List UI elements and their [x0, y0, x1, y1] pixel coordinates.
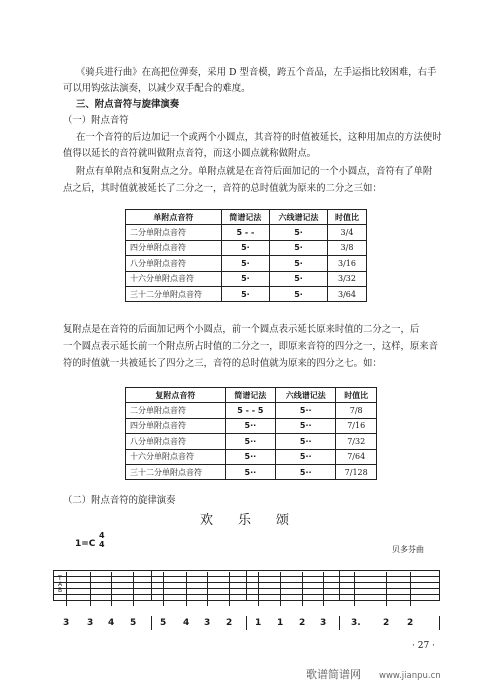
para4-line3: 符的时值就一共被延长了四分之三，音符的总时值就为原来的四分之七。如：: [63, 358, 382, 369]
table-row: [126, 271, 367, 286]
table-cell: 3/8: [327, 240, 366, 255]
table-cell: 5··: [225, 434, 275, 449]
table-cell: 5··: [276, 464, 336, 479]
table-row: [126, 449, 377, 464]
jianpu-bar-line: [246, 616, 247, 630]
table-header: 时值比: [327, 210, 366, 225]
table-cell: 5·: [221, 240, 269, 255]
note-stem: [302, 572, 303, 606]
table-cell: 5··: [276, 418, 336, 433]
table-cell: 二分单附点音符: [126, 403, 226, 418]
table-cell: 3/4: [327, 225, 366, 240]
single-dot-table: [125, 209, 367, 302]
para2-line1: 在一个音符的后边加记一个或两个小圆点，其音符的时值被延长，这种用加点的方法使时: [76, 132, 442, 143]
jianpu-note: 2: [226, 618, 233, 628]
jianpu-note: 3: [63, 618, 70, 628]
table-cell: 二分单附点音符: [126, 225, 222, 240]
table-header-row: [126, 210, 367, 225]
subsection-heading-1: （一）附点音符: [63, 115, 129, 126]
table-cell: 5 - - 5: [225, 403, 275, 418]
table-row: [126, 256, 367, 271]
table-row: [126, 418, 377, 433]
note-stem: [66, 572, 67, 606]
table-cell: 十六分单附点音符: [126, 449, 226, 464]
jianpu-note: 2: [299, 618, 306, 628]
time-signature: [99, 531, 105, 549]
jianpu-note: 1: [255, 618, 262, 628]
table-cell: 5·: [270, 225, 328, 240]
note-stem: [280, 572, 281, 606]
jianpu-note: 5: [160, 618, 167, 628]
table-cell: 5·: [270, 256, 328, 271]
bar-line: [339, 570, 340, 601]
time-signature-top: 4: [99, 531, 105, 540]
para3-line1: 附点有单附点和复附点之分。单附点就是在音符后面加记的一个小圆点，音符有了单附: [76, 166, 433, 177]
table-cell: 5·: [270, 240, 328, 255]
table-row: [126, 225, 367, 240]
table-cell: 5·: [270, 271, 328, 286]
watermark-url: www.jianpu.cn: [379, 671, 441, 681]
jianpu-bar-line: [339, 616, 340, 630]
table-header: 复附点音符: [126, 388, 226, 403]
table-header: 简谱记法: [221, 210, 269, 225]
table-header: 六线谱记法: [270, 210, 328, 225]
jianpu-note: 3: [87, 618, 94, 628]
double-dot-table: [125, 387, 377, 480]
table-cell: 7/16: [336, 418, 377, 433]
note-stem: [90, 572, 91, 606]
note-stem: [133, 572, 134, 606]
table-cell: 5··: [225, 418, 275, 433]
key-signature: 1=C: [75, 539, 96, 549]
note-stem: [163, 572, 164, 606]
jianpu-note: 4: [183, 618, 190, 628]
table-cell: 7/8: [336, 403, 377, 418]
table-row: [126, 286, 367, 301]
note-stem: [207, 572, 208, 606]
jianpu-note: 3: [204, 618, 211, 628]
table-cell: 八分单附点音符: [126, 434, 226, 449]
jianpu-note: 3.: [351, 618, 361, 628]
table-cell: 四分单附点音符: [126, 240, 222, 255]
note-stem: [410, 572, 411, 606]
note-stem: [386, 572, 387, 606]
watermark-text: 歌谱简谱网: [306, 668, 361, 681]
table-header-row: [126, 388, 377, 403]
jianpu-note: 2: [383, 618, 390, 628]
table-row: [126, 464, 377, 479]
tab-letter-a: A: [58, 581, 63, 588]
note-stem: [186, 572, 187, 606]
bar-line: [151, 570, 152, 601]
tab-letter-t: T: [58, 575, 62, 582]
para3-line2: 点之后，其时值就被延长了二分之一，音符的总时值就为原来的二分之三如：: [63, 183, 382, 194]
note-stem: [354, 572, 355, 606]
table-header: 六线谱记法: [276, 388, 336, 403]
jianpu-note: 3: [320, 618, 327, 628]
table-row: [126, 434, 377, 449]
bar-line: [246, 570, 247, 601]
table-cell: 5··: [225, 449, 275, 464]
table-cell: 三十二分单附点音符: [126, 464, 226, 479]
table-cell: 5··: [276, 434, 336, 449]
table-header: 时值比: [336, 388, 377, 403]
table-cell: 3/32: [327, 271, 366, 286]
jianpu-note: 2: [407, 618, 414, 628]
para1-line1: 《骑兵进行曲》在高把位弹奏，采用 D 型音模，跨五个音品，左手运指比较困难，右手: [76, 67, 437, 78]
note-stem: [258, 572, 259, 606]
table-cell: 5·: [270, 286, 328, 301]
table-cell: 7/32: [336, 434, 377, 449]
table-cell: 5 - -: [221, 225, 269, 240]
jianpu-note: 4: [108, 618, 115, 628]
table-cell: 5··: [225, 464, 275, 479]
table-cell: 5··: [276, 449, 336, 464]
section-heading-3: 三、附点音符与旋律演奏: [76, 99, 180, 110]
table-cell: 5·: [221, 256, 269, 271]
para1-line2: 可以用钩弦法演奏，以减少双手配合的难度。: [63, 83, 251, 94]
table-cell: 7/128: [336, 464, 377, 479]
table-cell: 3/64: [327, 286, 366, 301]
subsection-heading-2: （二）附点音符的旋律演奏: [63, 495, 176, 506]
time-signature-bottom: 4: [99, 540, 105, 549]
note-stem: [229, 572, 230, 606]
jianpu-bar-line: [439, 616, 440, 630]
jianpu-note: 5: [130, 618, 137, 628]
note-stem: [323, 572, 324, 606]
jianpu-bar-line: [151, 616, 152, 630]
composer: 贝多芬曲: [392, 545, 424, 554]
jianpu-note: 1: [277, 618, 284, 628]
bar-line: [53, 570, 54, 601]
tab-letter-b: B: [58, 587, 63, 594]
table-cell: 3/16: [327, 256, 366, 271]
table-cell: 三十二分单附点音符: [126, 286, 222, 301]
table-cell: 5·: [221, 271, 269, 286]
table-row: [126, 403, 377, 418]
table-cell: 5·: [221, 286, 269, 301]
table-header: 简谱记法: [225, 388, 275, 403]
table-cell: 5··: [276, 403, 336, 418]
table-cell: 四分单附点音符: [126, 418, 226, 433]
song-title: 欢 乐 颂: [200, 513, 296, 528]
table-cell: 十六分单附点音符: [126, 271, 222, 286]
para4-line2: 一个圆点表示延长前一个附点所占时值的二分之一，即原来音符的四分之一，这样，原来音: [63, 341, 439, 352]
page-number: · 27 ·: [412, 641, 435, 651]
bar-line: [439, 570, 440, 601]
para2-line2: 值得以延长的音符就叫做附点音符，而这小圆点就称做附点。: [63, 148, 317, 159]
para4-line1: 复附点是在音符的后面加记两个小圆点，前一个圆点表示延长原来时值的二分之一，后: [63, 324, 420, 335]
table-cell: 八分单附点音符: [126, 256, 222, 271]
table-row: [126, 240, 367, 255]
note-stem: [111, 572, 112, 606]
table-cell: 7/64: [336, 449, 377, 464]
table-header: 单附点音符: [126, 210, 222, 225]
